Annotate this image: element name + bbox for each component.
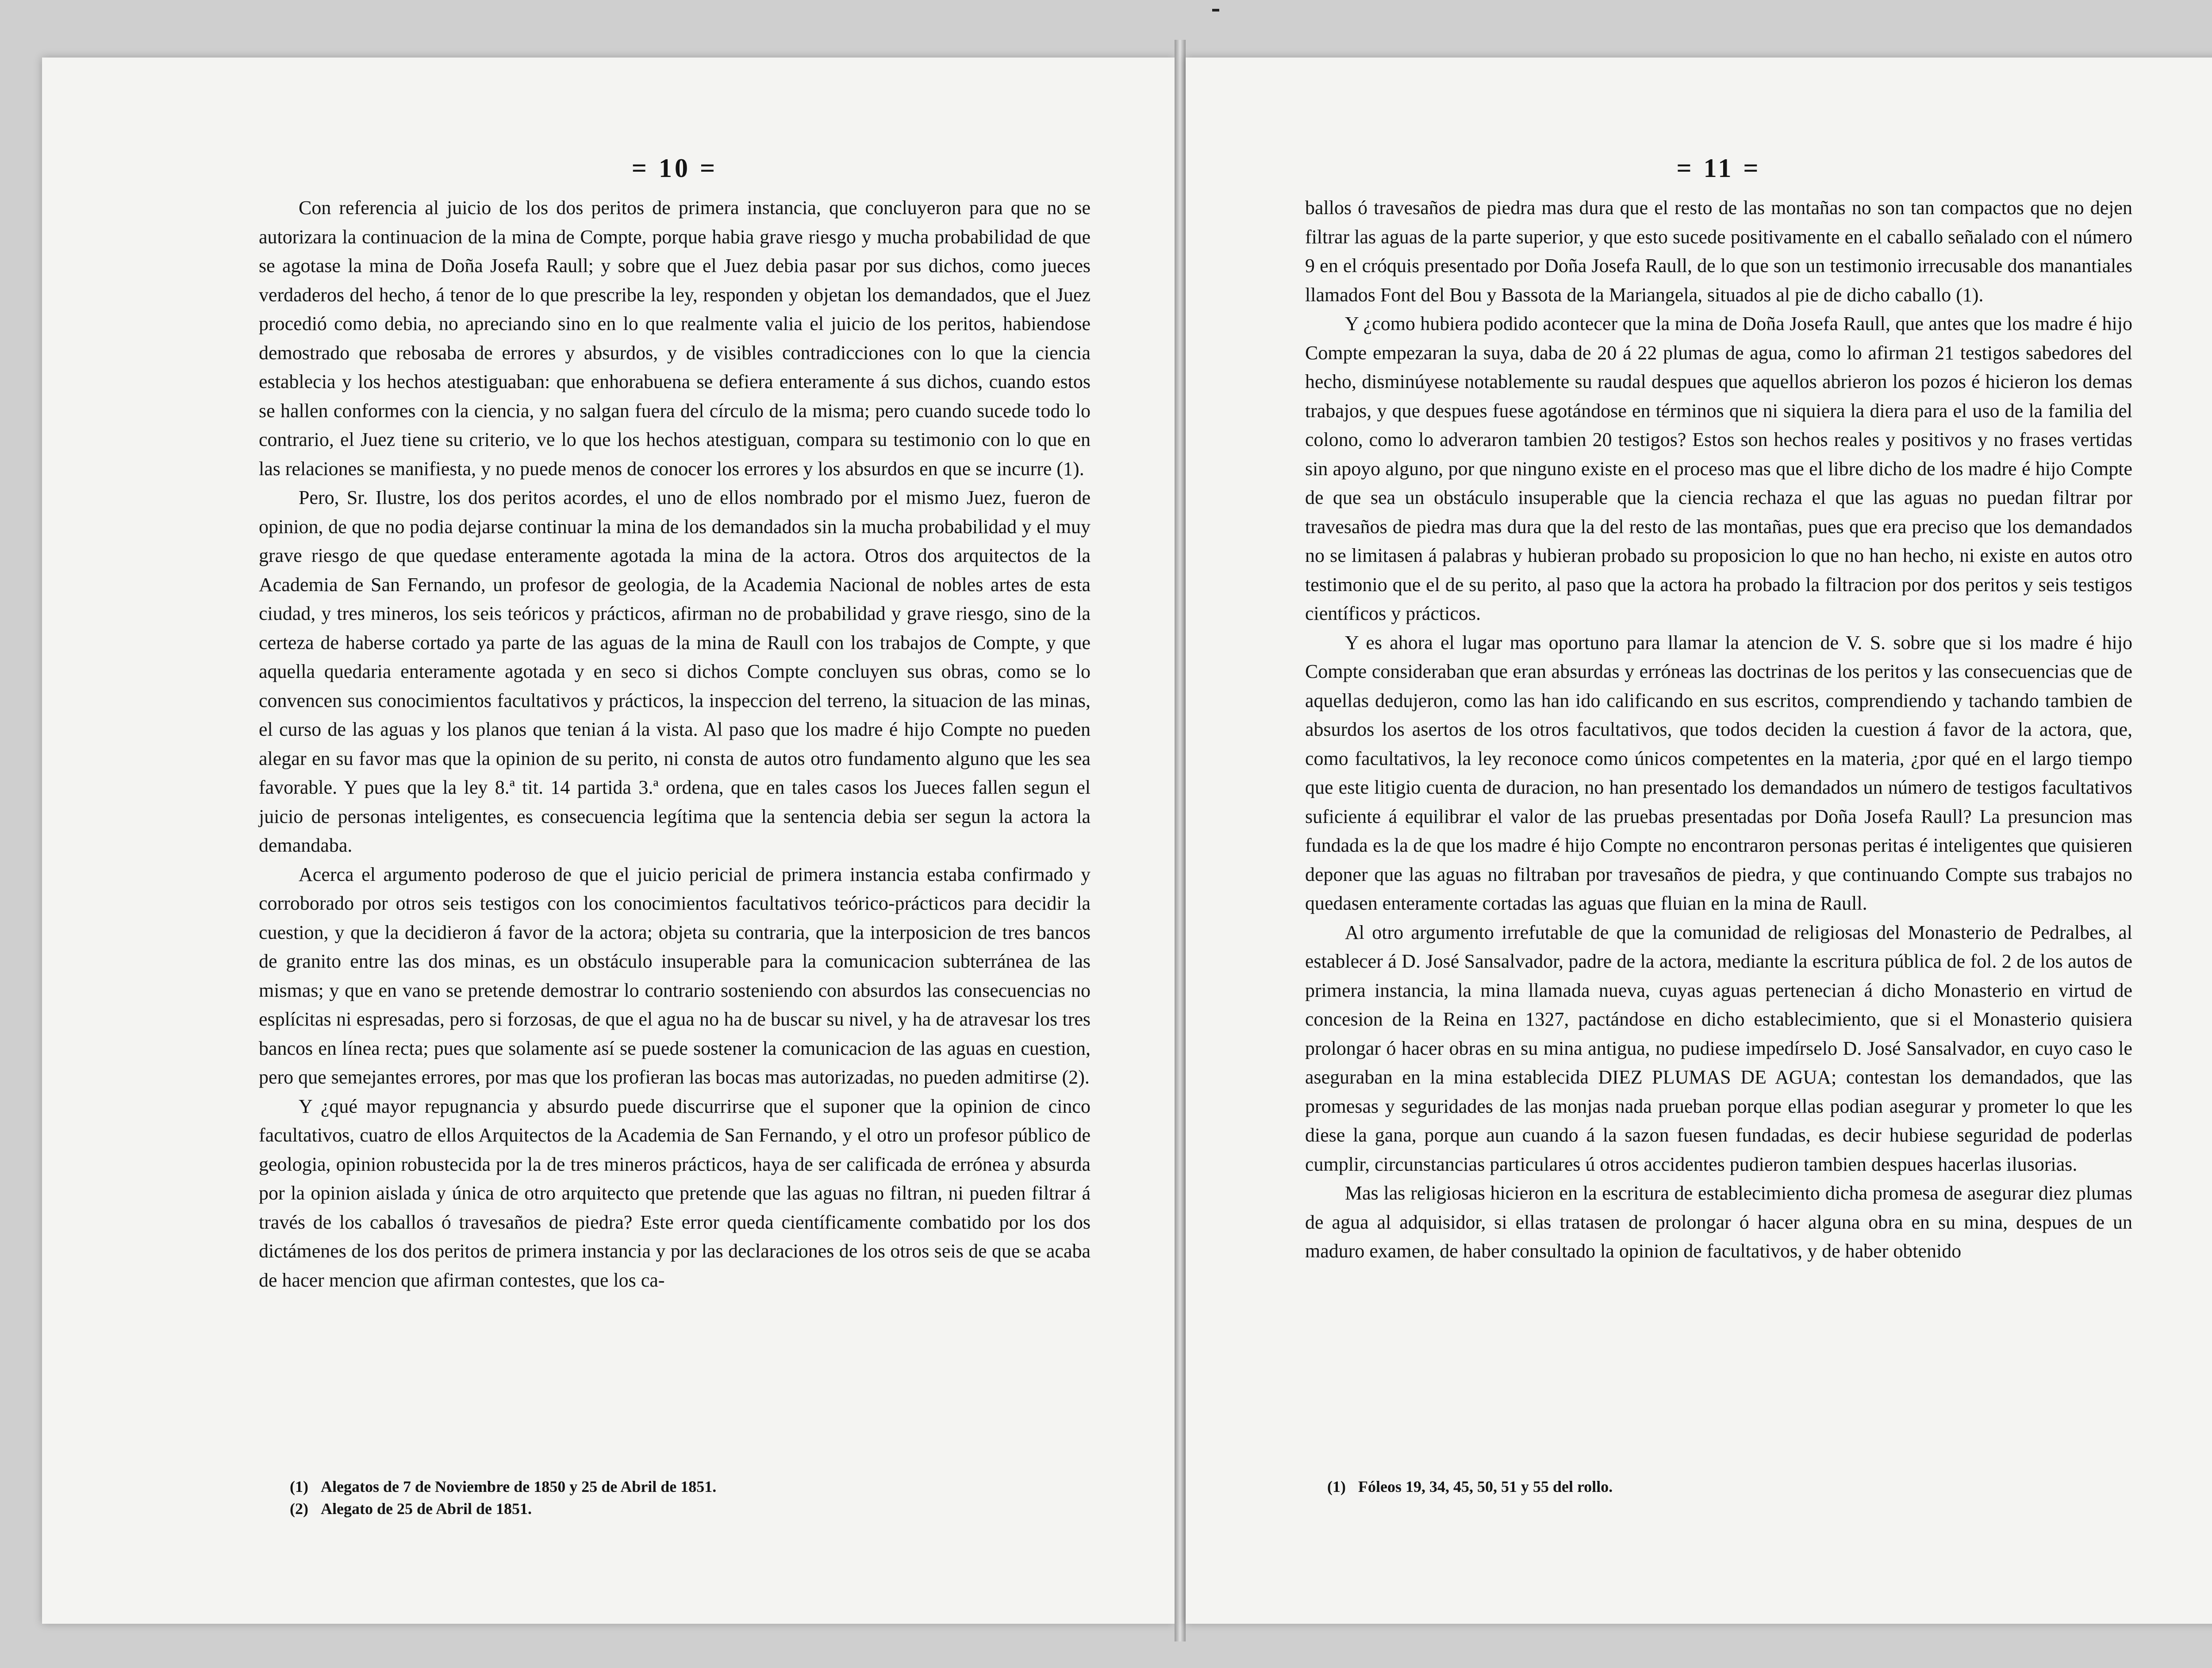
footnote-text: Alegatos de 7 de Noviembre de 1850 y 25 de Abril de 1851. (320, 1478, 717, 1495)
footnotes (290, 1476, 1042, 1520)
footnote-mark: (1) (290, 1478, 308, 1495)
left-page (42, 58, 1175, 1624)
right-page (1186, 58, 2212, 1624)
footnote-mark: (2) (290, 1500, 308, 1518)
paragraph: Acerca el argumento poderoso de que el juicio pericial de primera instancia estaba confirmado y corroborado por otros seis testigos con los conocimientos facultativos teórico-prácticos para decidir la cuestion, y que la decidieron á favor de la actora; objeta su contraria, que la interposicion de tres bancos de granito entre las dos minas, es un obstáculo insuperable para la comunicacion subterránea de las mismas; y que en vano se pretende demostrar lo contrario sosteniendo con absurdos las consecuencias no esplícitas ni espresadas, pero si forzosas, de que el agua no ha de buscar su nivel, y ha de atravesar los tres bancos en línea recta; pues que solamente así se puede sostener la comunicacion de las aguas en cuestion, pero que semejantes errores, por mas que los profieran las bocas mas autorizadas, no pueden admitirse (2). (259, 863, 1091, 1088)
paragraph: Y ¿qué mayor repugnancia y absurdo puede discurrirse que el suponer que la opinion de cinco facultativos, cuatro de ellos Arquitectos de la Academia de San Fernando, y el otro un profesor público de geologia, opinion robustecida por la de tres mineros prácticos, haya de ser calificada de errónea y absurda por la opinion aislada y única de otro arquitecto que pretende que las aguas no filtran, ni pueden filtrar á través de los caballos ó travesaños de piedra? Este error queda científicamente combatido por los dos dictámenes de los dos peritos de primera instancia y por las declaraciones de los otros seis de que se acaba de hacer mencion que afirman contestes, que los ca- (259, 1095, 1091, 1291)
paragraph: ballos ó travesaños de piedra mas dura que el resto de las montañas no son tan compactos que no dejen filtrar las aguas de la parte superior, y que esto sucede positivamente en el caballo señalado con el número 9 en el cróquis presentado por Doña Josefa Raull, de lo que son un testimonio irrecusable dos manantiales llamados Font del Bou y Bassota de la Mariangela, situados al pie de dicho caballo (1). (1305, 197, 2132, 306)
paragraph: Y es ahora el lugar mas oportuno para llamar la atencion de V. S. sobre que si los madre é hijo Compte consideraban que eran absurdas y erróneas las doctrinas de los peritos y las consecuencias que de aquellas dedujeron, como las han ido calificando en sus escritos, comprendiendo y tachando tambien de absurdos los asertos de los otros facultativos, que todos deciden la cuestion á favor de la actora, que, como facultativos, la ley reconoce como únicos competentes en la materia, ¿por qué en el largo tiempo que este litigio cuenta de duracion, no han presentado los demandados un número de testigos facultativos suficiente á equilibrar el valor de las pruebas presentadas por Doña Josefa Raull? La presuncion mas fundada es la de que los madre é hijo Compte no encontraron personas peritas é inteligentes que quisieren deponer que las aguas no filtraban por travesaños de piedra, y que continuando Compte sus trabajos no quedasen enteramente cortadas las aguas que fluian en la mina de Raull. (1305, 631, 2132, 914)
left-page-text (259, 153, 1091, 1295)
paragraph: Mas las religiosas hicieron en la escritura de establecimiento dicha promesa de asegurar diez plumas de agua al adquisidor, si ellas tratasen de prolongar ó hacer alguna obra en su mina, despues de un maduro examen, de haber consultado la opinion de facultativos, y de haber obtenido (1305, 1182, 2132, 1262)
book-gutter (1175, 40, 1186, 1641)
top-tick-mark (1212, 9, 1219, 12)
paragraph: Con referencia al juicio de los dos peritos de primera instancia, que concluyeron para que no se autorizara la continuacion de la mina de Compte, porque habia grave riesgo y mucha probabilidad de que se agotase la mina de Doña Josefa Raull; y sobre que el Juez debia pasar por sus dichos, como jueces verdaderos del hecho, á tenor de lo que prescribe la ley, responden y objetan los demandados, que el Juez procedió como debia, no apreciando sino en lo que realmente valia el juicio de los peritos, habiendose demostrado que rebosaba de errores y absurdos, y de visibles contradicciones con lo que la ciencia establecia y los hechos atestiguaban: que enhorabuena se defiera enteramente á sus dichos, cuando estos se hallen conformes con la ciencia, y no salgan fuera del círculo de la misma; pero cuando sucede todo lo contrario, el Juez tiene su criterio, ve lo que los hechos atestiguan, compara su testimonio con lo que en las relaciones se manifiesta, y no puede menos de conocer los errores y los absurdos en que se incurre (1). (259, 197, 1091, 480)
footnote-text: Fóleos 19, 34, 45, 50, 51 y 55 del rollo. (1358, 1478, 1613, 1495)
footnote-text: Alegato de 25 de Abril de 1851. (320, 1500, 532, 1518)
page-number: = 10 = (631, 154, 718, 183)
page-number: = 11 = (1676, 154, 1761, 183)
paragraph: Pero, Sr. Ilustre, los dos peritos acordes, el uno de ellos nombrado por el mismo Juez, fueron de opinion, de que no podia dejarse continuar la mina de los demandados sin la mucha probabilidad y el muy grave riesgo de que quedase enteramente agotada la mina de la actora. Otros dos arquitectos de la Academia de San Fernando, un profesor de geologia, de la Academia Nacional de nobles artes de esta ciudad, y tres mineros, los seis teóricos y prácticos, afirman no de probabilidad y grave riesgo, sino de la certeza de haberse cortado ya parte de las aguas de la mina de Raull con los trabajos de Compte, y que aquella quedaria enteramente agotada y en seco si dichos Compte concluyen sus obras, como se lo convencen sus conocimientos facultativos y prácticos, la inspeccion del terreno, la situacion de las minas, el curso de las aguas y los planos que tenian á la vista. Al paso que los madre é hijo Compte no pueden alegar en su favor mas que la opinion de su perito, ni consta de autos otro fundamento alguno que les sea favorable. Y pues que la ley 8.ª tit. 14 partida 3.ª ordena, que en tales casos los Jueces fallen segun el juicio de personas inteligentes, es consecuencia legítima que la sentencia debia ser segun la actora la demandaba. (259, 487, 1091, 856)
footnotes (1327, 1476, 2079, 1498)
paragraph: Al otro argumento irrefutable de que la comunidad de religiosas del Monasterio de Pedralbes, al establecer á D. José Sansalvador, padre de la actora, mediante la escritura pública de fol. 2 de los autos de primera instancia, la mina llamada nueva, cuyas aguas pertenecian á dicho Monasterio en virtud de concesion de la Reina en 1327, pactándose en dicho establecimiento, que si el Monasterio quisiera prolongar ó hacer obras en su mina antigua, no pudiese impedírselo D. José Sansalvador, en cuyo caso le aseguraban en la mina establecida DIEZ PLUMAS DE AGUA; contestan los demandados, que las promesas y seguridades de las monjas nada prueban porque ellas podian asegurar y prometer lo que les diese la gana, porque aun cuando á la sazon fuesen fundadas, es decir hubiese seguridad de poderlas cumplir, circunstancias particulares ú otros accidentes pudieron tambien despues hacerlas ilusorias. (1305, 921, 2132, 1175)
paragraph: Y ¿como hubiera podido acontecer que la mina de Doña Josefa Raull, que antes que los madre é hijo Compte empezaran la suya, daba de 20 á 22 plumas de agua, como lo afirman 21 testigos sabedores del hecho, disminúyese notablemente su raudal despues que aquellos abrieron los pozos é hicieron los demas trabajos, y que despues fuese agotándose en términos que ni siquiera la diera para el uso de la familia del colono, como lo adveraron tambien 20 testigos? Estos son hechos reales y positivos y no frases vertidas sin apoyo alguno, por que ninguno existe en el proceso mas que el libre dicho de los madre é hijo Compte de que sea un obstáculo insuperable que la ciencia rechaza el que las aguas no puedan filtrar por travesaños de piedra mas dura que la del resto de las montañas, pues que era preciso que los demandados no se limitasen á palabras y hubieran probado su proposicion lo que no han hecho, ni existe en autos otro testimonio que el de su perito, al paso que la actora ha probado la filtracion por dos peritos y seis testigos científicos y prácticos. (1305, 313, 2132, 624)
right-page-text (1305, 153, 2132, 1266)
footnote (1327, 1476, 2079, 1498)
footnote-mark: (1) (1327, 1478, 1346, 1495)
footnote (290, 1476, 1042, 1498)
footnote (290, 1498, 1042, 1520)
